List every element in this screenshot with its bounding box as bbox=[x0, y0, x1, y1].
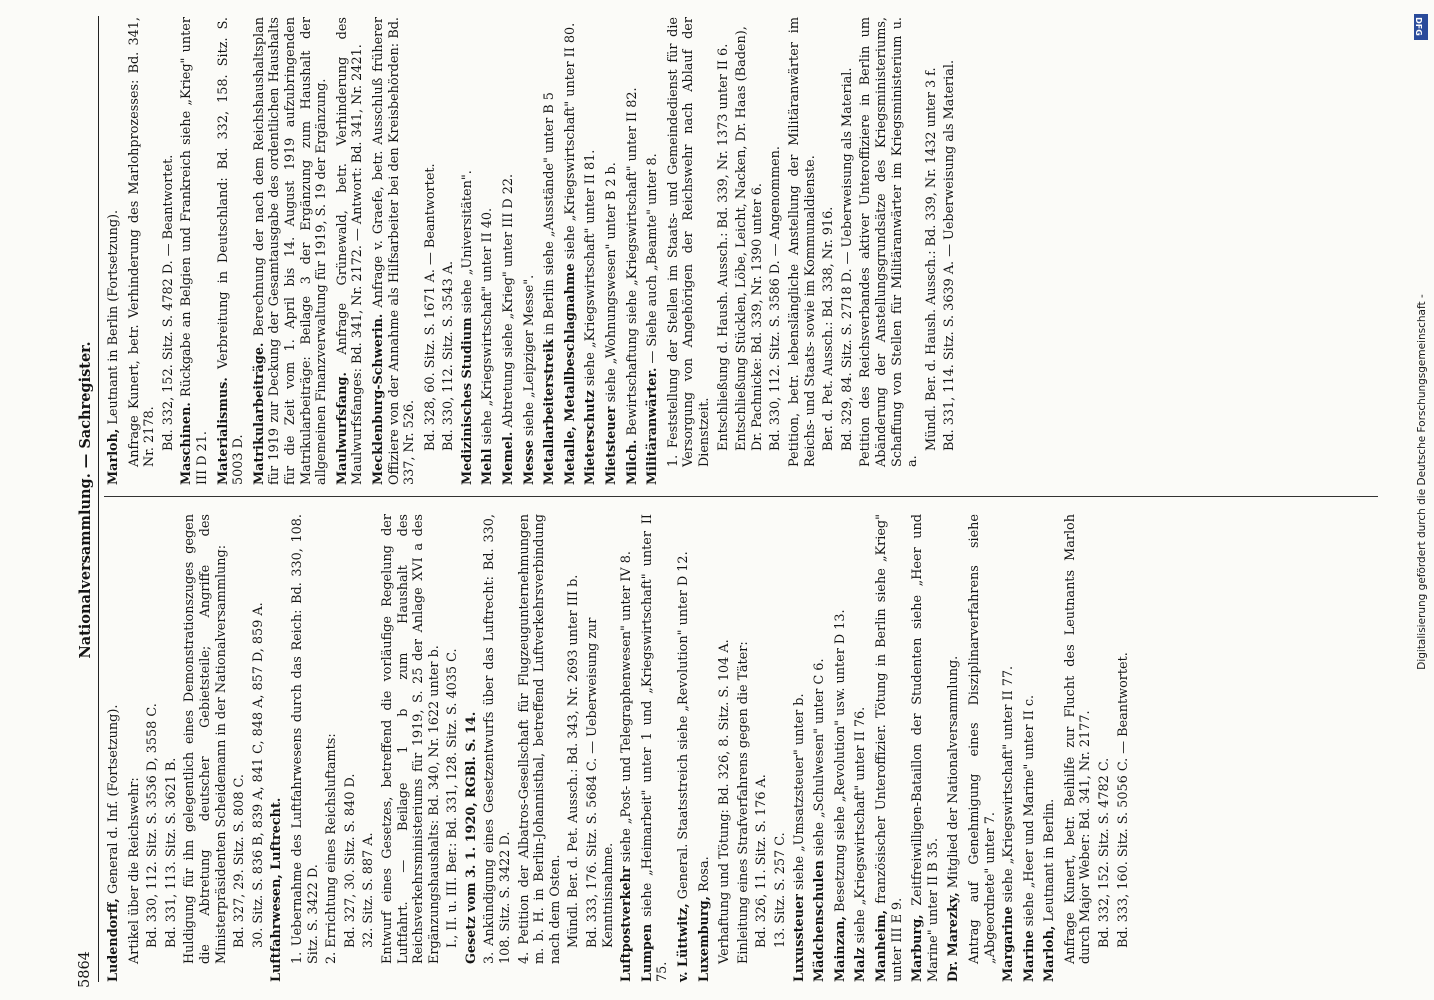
entry-text: Rosa. bbox=[696, 856, 712, 892]
page-header bbox=[72, 0, 100, 1000]
register-entry bbox=[522, 17, 538, 485]
entry-text: Anfrage v. Graefe, betr. Ausschluß früherer Offiziere von der Annahme als Hilfsarbeiter bei den Kreisbehörden: Bd. 337, Nr. 526. bbox=[370, 17, 418, 485]
register-entry bbox=[625, 17, 641, 485]
entry-heading: Manheim, bbox=[873, 909, 889, 982]
entry-heading: Metalle, Metallbeschlagnahme bbox=[562, 263, 578, 485]
entry-line: Entwurf eines Gesetzes, betreffend die vorläufige Regelung der Luftfahrt. — Beilage 1 b zum Haushalt des Reichsverkehrsministeriums für 1919, S. 25 der Anlage XVI a des Ergänzungshaushalts: Bd. 340, Nr. 1622 unter b. bbox=[379, 514, 442, 964]
entry-line: Bd. 333, 160. Sitz. S. 5056 C. — Beantwortet. bbox=[1115, 652, 1131, 948]
entry-heading: Mädchenschulen bbox=[812, 860, 828, 982]
entry-line: Bd. 327, 30. Sitz. S. 840 D. bbox=[342, 773, 358, 948]
entry-text: in Berlin siehe „Ausstände" unter B 5 bbox=[542, 92, 558, 336]
entry-text: siehe „Heimarbeit" unter 1 und „Kriegswirtschaft" unter II 75. bbox=[639, 514, 671, 982]
entry-text: Bewirtschaftung siehe „Kriegswirtschaft" unter II 82. bbox=[624, 87, 640, 436]
dfg-logo-icon: DFG bbox=[1414, 14, 1428, 40]
register-entry bbox=[604, 17, 620, 485]
entry-heading: Marloh, bbox=[106, 428, 121, 485]
entry-line: Bd. 332, 152. Sitz. S. 4782 D. — Beantwortet. bbox=[160, 154, 176, 451]
entry-heading: Marburg, bbox=[910, 914, 926, 982]
entry-line: 1. Uebernahme des Luftfahrwesens durch das Reich: Bd. 330, 108. Sitz. S. 3422 D. bbox=[289, 514, 321, 964]
right-column bbox=[106, 17, 961, 485]
register-entry bbox=[542, 17, 558, 485]
register-entry bbox=[252, 17, 330, 485]
register-entry bbox=[106, 514, 122, 982]
register-entry bbox=[645, 17, 661, 485]
entry-text: siehe „Kriegswirtschaft" unter II 81. bbox=[583, 149, 599, 387]
register-entry bbox=[910, 514, 941, 982]
entry-text: siehe „Leipziger Messe". bbox=[521, 274, 537, 437]
entry-heading: Dr. Marezky, bbox=[946, 892, 962, 982]
entry-heading: Mainzan, bbox=[832, 916, 848, 982]
entry-line: Antrag auf Genehmigung eines Disziplinarverfahrens siehe „Abgeordnete" unter 7. bbox=[966, 514, 998, 964]
entry-line: I., II. u. III. Ber.: Bd. 331, 128. Sitz. S. 4035 C. bbox=[445, 648, 461, 948]
entry-line: Bd. 326, 11. Sitz. S. 176 A. bbox=[754, 774, 770, 948]
entry-heading: Memel. bbox=[501, 431, 517, 485]
entry-heading: Metallarbeiterstreik bbox=[542, 339, 558, 485]
entry-text: General. Staatsstreich siehe „Revolution" unter D 12. bbox=[676, 551, 691, 900]
entry-line: 30. Sitz. S. 836 B, 839 A, 841 C, 848 A, 857 D, 859 A. bbox=[250, 602, 266, 948]
entry-heading: Militäranwärter. bbox=[645, 367, 661, 485]
entry-heading: Margarine bbox=[1001, 906, 1017, 982]
entry-line: Gesetz vom 3. 1. 1920, RGBl. S. 14. bbox=[463, 711, 479, 964]
entry-heading: v. Lüttwitz, bbox=[676, 903, 691, 982]
register-entry bbox=[269, 514, 285, 982]
entry-heading: Marloh, bbox=[1042, 925, 1058, 982]
entry-heading: Marine bbox=[1021, 930, 1037, 982]
entry-heading: Malz bbox=[853, 947, 869, 982]
digitization-credit bbox=[1412, 6, 1432, 996]
entry-heading: Milch. bbox=[624, 439, 640, 485]
page-number: 5864 bbox=[77, 951, 93, 988]
entry-heading: Luxussteuer bbox=[791, 894, 807, 982]
entry-heading: Maulwurfsfang. bbox=[334, 372, 350, 485]
register-entry bbox=[792, 514, 808, 982]
entry-text: siehe „Heer und Marine" unter II c. bbox=[1021, 694, 1037, 927]
entry-text: siehe „Kriegswirtschaft" unter II 40. bbox=[480, 207, 496, 445]
register-entry bbox=[583, 17, 599, 485]
entry-line: Bd. 331, 114. Sitz. S. 3639 A. — Ueberweisung als Material. bbox=[942, 59, 958, 451]
register-entry bbox=[1001, 514, 1017, 982]
entry-text: siehe „Post- und Telegraphenwesen" unter IV 8. bbox=[619, 551, 635, 863]
entry-text: General d. Inf. (Fortsetzung). bbox=[106, 704, 121, 895]
entry-heading: Mecklenburg-Schwerin. bbox=[370, 313, 386, 485]
register-entry bbox=[563, 17, 579, 485]
entry-text: Besetzung siehe „Revolution" usw. unter D 13. bbox=[832, 609, 848, 912]
entry-line: 13. Sitz. S. 257 C. bbox=[772, 832, 788, 948]
entry-line: Petition, betr. lebenslängliche Anstellung der Militäranwärter im Reichs- und Staats- sowie im Kommunaldienste. bbox=[786, 17, 818, 467]
entry-line: Einleitung eines Strafverfahrens gegen die Täter: bbox=[735, 641, 751, 964]
register-entry bbox=[335, 17, 366, 485]
entry-text: siehe „Kriegswirtschaft" unter II 76. bbox=[853, 706, 869, 944]
entry-line: Entschließung d. Haush. Aussch.: Bd. 339, Nr. 1373 unter II 6. bbox=[715, 43, 731, 451]
entry-line: Anfrage Kunert, betr. Verhinderung des Marlohprozesses: Bd. 341, Nr. 2178. bbox=[126, 17, 158, 467]
entry-heading: Luftpostverkehr bbox=[619, 866, 635, 982]
register-entry bbox=[833, 514, 849, 982]
register-entry bbox=[619, 514, 635, 982]
register-entry bbox=[179, 17, 210, 485]
entry-text: Zeitfreiwilligen-Bataillon der Studenten siehe „Heer und Marine" unter II B 35. bbox=[910, 514, 941, 982]
register-entry bbox=[216, 17, 247, 485]
register-entry bbox=[697, 514, 713, 982]
entry-line: Bd. 327, 29. Sitz. S. 808 C. bbox=[232, 774, 248, 948]
entry-text: Leutnant in Berlin (Fortsetzung). bbox=[106, 209, 121, 425]
entry-text: Berechnung der nach dem Reichshaushaltsplan für 1919 zur Deckung der Gesamtausgabe des ordentlichen Haushalts für die Zeit vom 1. April bis 14. August 1919 aufzubringenden Matrikularbeiträge: Beilage 3 der Ergänzung zum Haushalt der allgemeinen Finanzverwaltung für 1919, S. 19 der Ergänzung. bbox=[251, 17, 330, 485]
entry-line: Bd. 330, 112. Sitz. S. 3586 D. — Angenommen. bbox=[768, 146, 784, 451]
register-entry bbox=[1042, 514, 1058, 982]
entry-heading: Ludendorff, bbox=[106, 898, 121, 982]
entry-text: siehe „Umsatzsteuer" unter b. bbox=[791, 693, 807, 891]
entry-line: Mündl. Ber. d. Haush. Aussch.: Bd. 339, Nr. 1432 unter 3 f. bbox=[923, 67, 939, 451]
entry-text: siehe „Kriegswirtschaft" unter II 80. bbox=[562, 22, 578, 260]
entry-line: Bd. 331, 113. Sitz. S. 3621 B. bbox=[163, 757, 179, 948]
entry-text: siehe „Wohnungswesen" unter B 2 b. bbox=[604, 162, 620, 403]
entry-text: Abtretung siehe „Krieg" unter III D 22. bbox=[501, 173, 517, 428]
page-title: Nationalversammlung. — Sachregister. bbox=[77, 341, 94, 659]
entry-line: Bd. 330, 112. Sitz. S. 3536 D, 3558 C. bbox=[145, 703, 161, 948]
entry-text: Anfrage Grünewald, betr. Verhinderung des Maulwurfsfanges: Bd. 341, Nr. 2172. — Antwort: Bd. 341, Nr. 2421. bbox=[334, 17, 366, 485]
entry-line: Entschließung Stücklen, Löbe, Leicht, Nacken, Dr. Haas (Baden), Dr. Pachnicke: Bd. 339, Nr. 1390 unter 6. bbox=[734, 26, 765, 451]
column-divider bbox=[104, 496, 1378, 497]
left-column bbox=[106, 514, 1134, 982]
entry-text: siehe „Universitäten". bbox=[459, 170, 475, 314]
entry-text: — Siehe auch „Beamte" unter 8. bbox=[645, 153, 661, 364]
register-entry bbox=[676, 514, 692, 982]
entry-line: Bd. 330, 112. Sitz. S. 3543 A. bbox=[441, 260, 457, 451]
register-entry bbox=[371, 17, 418, 485]
entry-line: Ber. d. Pet. Aussch.: Bd. 338, Nr. 916. bbox=[821, 206, 837, 451]
entry-line: Petition des Reichsverbandes aktiver Unteroffiziere in Berlin um Abänderung der Anstellungsgrundsätze des Kriegsministeriums, Schaffung von Stellen für Militäranwärter im Kriegsministerium u. a. bbox=[858, 17, 921, 467]
entry-line: Huldigung für ihn gelegentlich eines Demonstrationszuges gegen die Abtretung deutscher Gebietsteile; Angriffe des Ministerpräsidenten Scheidemann in der Nationalversammlung: bbox=[182, 514, 229, 964]
entry-text: Verbreitung in Deutschland: Bd. 332, 158. Sitz. S. 5003 D. bbox=[215, 16, 247, 485]
entry-text: siehe „Kriegswirtschaft" unter II 77. bbox=[1001, 665, 1017, 903]
entry-line: 1. Feststellung der Stellen im Staats- und Gemeindedienst für die Versorgung von Angehörigen der Reichswehr nach Ablauf der Dienstzeit. bbox=[665, 17, 712, 467]
register-entry bbox=[1022, 514, 1038, 982]
register-entry bbox=[812, 514, 828, 982]
entry-line: Bd. 332, 152. Sitz. S. 4782 C. bbox=[1097, 757, 1113, 948]
entry-heading: Medizinisches Studium bbox=[459, 317, 475, 485]
entry-line: Verhaftung und Tötung: Bd. 326, 8. Sitz. S. 104 A. bbox=[717, 639, 733, 964]
register-entry bbox=[946, 514, 962, 982]
entry-heading: Materialismus. bbox=[215, 377, 231, 485]
entry-line: Bd. 328, 60. Sitz. S. 1671 A. — Beantwortet. bbox=[422, 163, 438, 451]
entry-line: Mündl. Ber. d. Pet. Aussch.: Bd. 343, Nr. 2693 unter III b. bbox=[566, 574, 582, 948]
entry-line: 4. Petition der Albatros-Gesellschaft für Flugzeugunternehmungen m. b. H. in Berlin-Johannisthal, betreffend Luftverkehrsverbindung nach dem Osten. bbox=[516, 514, 563, 964]
register-entry bbox=[640, 514, 671, 982]
register-entry bbox=[853, 514, 869, 982]
header-rule bbox=[98, 16, 99, 982]
register-entry bbox=[106, 17, 122, 485]
entry-text: französischer Unteroffizier. Tötung in Berlin siehe „Krieg" unter III E 9. bbox=[873, 514, 905, 982]
entry-text: Leutnant in Berlin. bbox=[1042, 798, 1058, 922]
entry-line: 3. Ankündigung eines Gesetzentwurfs über das Luftrecht: Bd. 330, 108. Sitz. S. 3422 D. bbox=[482, 514, 514, 964]
entry-line: 2. Errichtung eines Reichsluftamts: bbox=[324, 733, 340, 964]
entry-line: Anfrage Kunert, betr. Beihilfe zur Flucht des Leutnants Marloh durch Major Weber: Bd. 341, Nr. 2177. bbox=[1062, 514, 1094, 964]
entry-heading: Lumpen bbox=[639, 923, 655, 982]
entry-line: Artikel über die Reichswehr: bbox=[126, 777, 142, 964]
register-entry bbox=[460, 17, 476, 485]
entry-line: Bd. 329, 84. Sitz. S. 2718 D. — Ueberweisung als Material. bbox=[839, 67, 855, 451]
register-entry bbox=[874, 514, 905, 982]
register-entry bbox=[480, 17, 496, 485]
entry-heading: Mietsteuer bbox=[604, 406, 620, 485]
entry-heading: Messe bbox=[521, 440, 537, 485]
entry-heading: Mehl bbox=[480, 448, 496, 485]
register-entry bbox=[501, 17, 517, 485]
entry-text: Rückgabe an Belgien und Frankreich siehe „Krieg" unter III D 21. bbox=[179, 17, 210, 485]
entry-heading: Luftfahrwesen, Luftrecht. bbox=[269, 797, 285, 982]
entry-text: Mitglied der Nationalversammlung. bbox=[946, 655, 962, 889]
credit-text: Digitalisierung gefördert durch die Deutsche Forschungsgemeinschaft - bbox=[1416, 294, 1428, 670]
entry-heading: Luxemburg, bbox=[696, 895, 712, 982]
entry-heading: Matrikularbeiträge. bbox=[251, 342, 267, 485]
entry-heading: Mieterschutz bbox=[583, 390, 599, 485]
entry-heading: Maschinen. bbox=[179, 402, 195, 485]
entry-text: siehe „Schulwesen" unter C 6. bbox=[812, 658, 828, 857]
entry-line: Bd. 333, 176. Sitz. S. 5684 C. — Ueberweisung zur Kenntnisnahme. bbox=[585, 617, 616, 948]
entry-line: 32. Sitz. S. 887 A. bbox=[361, 832, 377, 948]
